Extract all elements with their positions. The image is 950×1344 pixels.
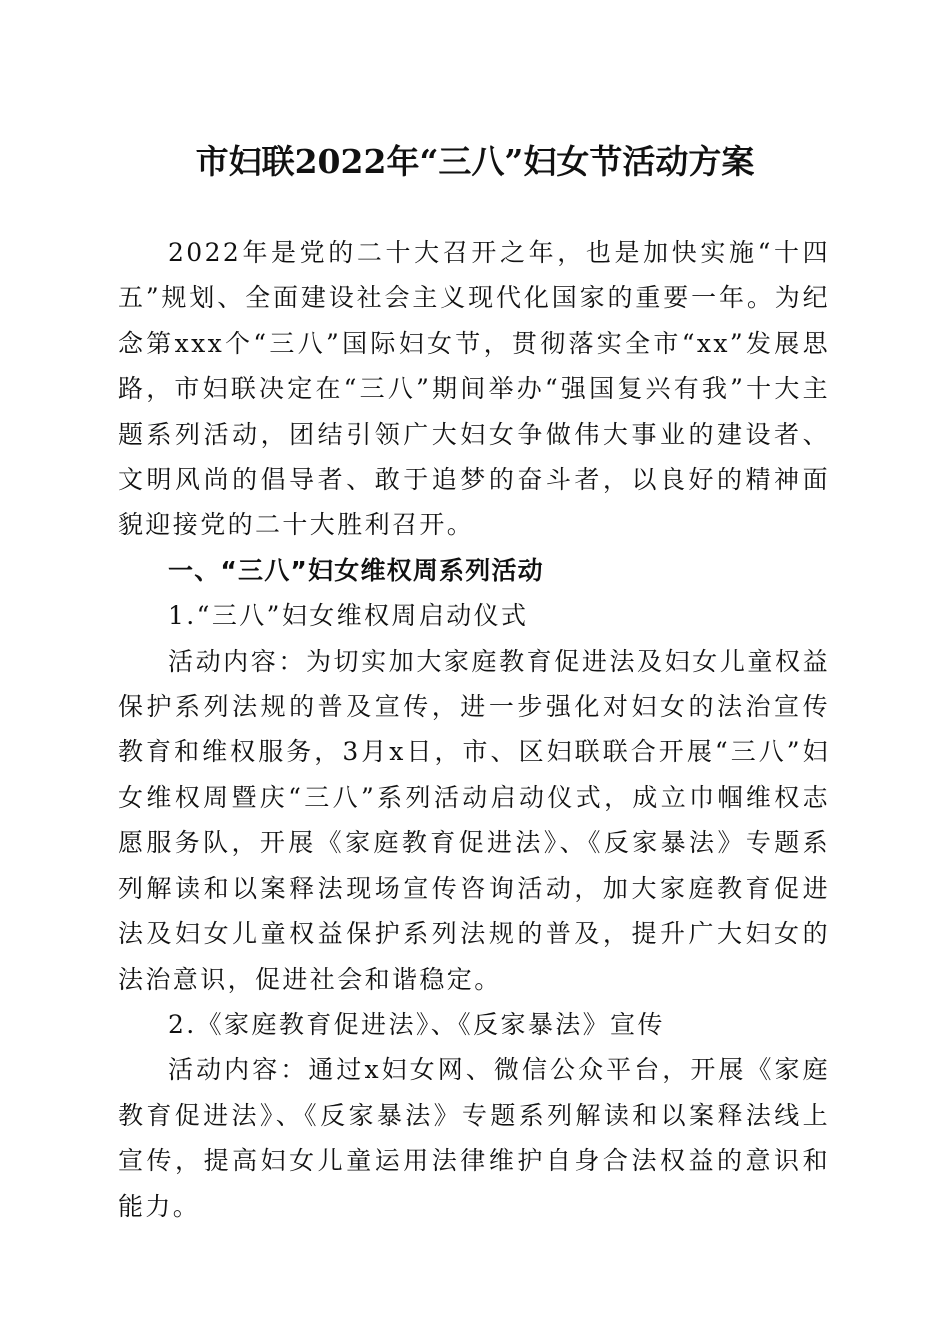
intro-paragraph: 2022年是党的二十大召开之年，也是加快实施“十四五”规划、全面建设社会主义现代化国家的重要一年。为纪念第xxx个“三八”国际妇女节，贯彻落实全市“xx”发展思路，市妇联决定在“三八”期间举办“强国复兴有我”十大主题系列活动，团结引领广大妇女争做伟大事业的建设者、文明风尚的倡导者、敢于追梦的奋斗者，以良好的精神面貌迎接党的二十大胜利召开。 [118, 238, 830, 540]
activity-content-1: 活动内容：为切实加大家庭教育促进法及妇女儿童权益保护系列法规的普及宣传，进一步强化对妇女的法治宣传教育和维权服务，3月x日，市、区妇联联合开展“三八”妇女维权周暨庆“三八”系列活动启动仪式，成立巾帼维权志愿服务队，开展《家庭教育促进法》、《反家暴法》专题系列解读和以案释法现场宣传咨询活动，加大家庭教育促进法及妇女儿童权益保护系列法规的普及，提升广大妇女的法治意识，促进社会和谐稳定。 [118, 646, 830, 994]
activity-content-2: 活动内容：通过x妇女网、微信公众平台，开展《家庭教育促进法》、《反家暴法》专题系列解读和以案释法线上宣传，提高妇女儿童运用法律维护自身合法权益的意识和能力。 [118, 1055, 830, 1221]
document-title: 市妇联2022年“三八”妇女节活动方案 [195, 142, 755, 181]
section-heading-1: 一、“三八”妇女维权周系列活动 [168, 555, 544, 585]
document-body [118, 230, 830, 1229]
subsection-heading-1: 1.“三八”妇女维权周启动仪式 [168, 601, 529, 631]
subsection-heading-2: 2.《家庭教育促进法》、《反家暴法》宣传 [168, 1009, 665, 1039]
